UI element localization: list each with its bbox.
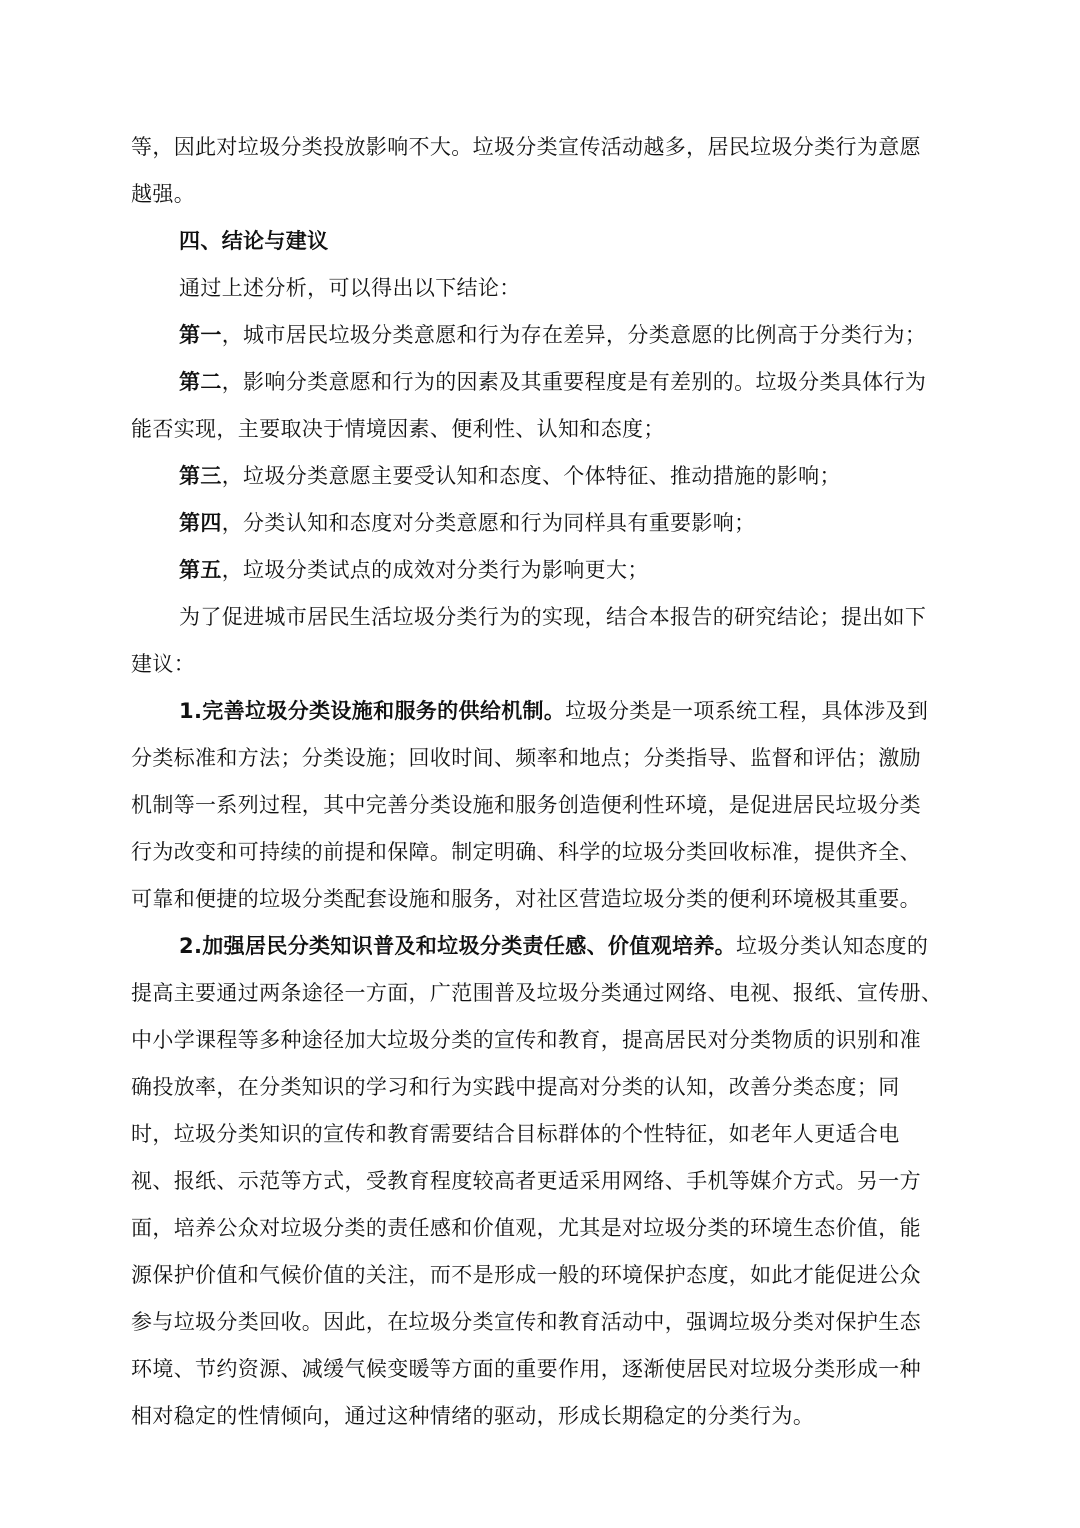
suggestion-title: 1.完善垃圾分类设施和服务的供给机制。 (179, 699, 566, 723)
text-line: 垃圾分类认知态度的 (736, 934, 929, 958)
conclusion-label: 第三 (179, 464, 222, 488)
conclusion-text: ，垃圾分类试点的成效对分类行为影响更大； (221, 558, 649, 582)
text-line: 视、报纸、示范等方式，受教育程度较高者更适采用网络、手机等媒介方式。另一方 (131, 1169, 921, 1193)
text-line: 为了促进城市居民生活垃圾分类行为的实现，结合本报告的研究结论；提出如下 (179, 605, 927, 629)
conclusion-text: 能否实现，主要取决于情境因素、便利性、认知和态度； (131, 417, 665, 441)
section-heading: 四、结论与建议 (179, 229, 329, 253)
conclusion-text: ，城市居民垃圾分类意愿和行为存在差异，分类意愿的比例高于分类行为； (221, 323, 927, 347)
document-body (131, 124, 946, 1440)
text-line: 源保护价值和气候价值的关注，而不是形成一般的环境保护态度，如此才能促进公众 (131, 1263, 921, 1287)
text-line: 提高主要通过两条途径一方面，广范围普及垃圾分类通过网络、电视、报纸、宣传册、 (131, 981, 943, 1005)
conclusion-label: 第五 (179, 558, 222, 582)
conclusion-item-5 (131, 547, 946, 594)
conclusion-label: 第二 (179, 370, 222, 394)
text-line: 机制等一系列过程，其中完善分类设施和服务创造便利性环境，是促进居民垃圾分类 (131, 793, 921, 817)
text-line: 环境、节约资源、减缓气候变暖等方面的重要作用，逐渐使居民对垃圾分类形成一种 (131, 1357, 921, 1381)
text-line: 相对稳定的性情倾向，通过这种情绪的驱动，形成长期稳定的分类行为。 (131, 1404, 815, 1428)
text-line: 分类标准和方法；分类设施；回收时间、频率和地点；分类指导、监督和评估；激励 (131, 746, 921, 770)
text-line: 行为改变和可持续的前提和保障。制定明确、科学的垃圾分类回收标准，提供齐全、 (131, 840, 921, 864)
text-line: 确投放率，在分类知识的学习和行为实践中提高对分类的认知，改善分类态度；同 (131, 1075, 900, 1099)
conclusion-label: 第一 (179, 323, 222, 347)
conclusion-text: ，分类认知和态度对分类意愿和行为同样具有重要影响； (221, 511, 756, 535)
conclusion-text: ，影响分类意愿和行为的因素及其重要程度是有差别的。垃圾分类具体行为 (221, 370, 927, 394)
text-line: 越强。 (131, 182, 196, 206)
suggestion-title: 2.加强居民分类知识普及和垃圾分类责任感、价值观培养。 (179, 934, 737, 958)
conclusion-item-1 (131, 312, 946, 359)
text-line: 中小学课程等多种途径加大垃圾分类的宣传和教育，提高居民对分类物质的识别和准 (131, 1028, 921, 1052)
suggestion-1 (131, 688, 946, 923)
text-line: 等，因此对垃圾分类投放影响不大。垃圾分类宣传活动越多，居民垃圾分类行为意愿 (131, 135, 921, 159)
conclusion-text: ，垃圾分类意愿主要受认知和态度、个体特征、推动措施的影响； (221, 464, 841, 488)
conclusions-intro: 通过上述分析，可以得出以下结论： (179, 276, 521, 300)
text-line: 垃圾分类是一项系统工程，具体涉及到 (565, 699, 929, 723)
text-line: 参与垃圾分类回收。因此，在垃圾分类宣传和教育活动中，强调垃圾分类对保护生态 (131, 1310, 921, 1334)
conclusion-label: 第四 (179, 511, 222, 535)
conclusion-item-4 (131, 500, 946, 547)
paragraph-continuation (131, 124, 946, 218)
suggestions-intro (131, 594, 946, 688)
conclusion-item-3 (131, 453, 946, 500)
conclusion-item-2 (131, 359, 946, 453)
suggestion-2 (131, 923, 946, 1440)
text-line: 建议： (131, 652, 196, 676)
text-line: 时，垃圾分类知识的宣传和教育需要结合目标群体的个性特征，如老年人更适合电 (131, 1122, 900, 1146)
text-line: 可靠和便捷的垃圾分类配套设施和服务，对社区营造垃圾分类的便利环境极其重要。 (131, 887, 921, 911)
text-line: 面，培养公众对垃圾分类的责任感和价值观，尤其是对垃圾分类的环境生态价值，能 (131, 1216, 921, 1240)
